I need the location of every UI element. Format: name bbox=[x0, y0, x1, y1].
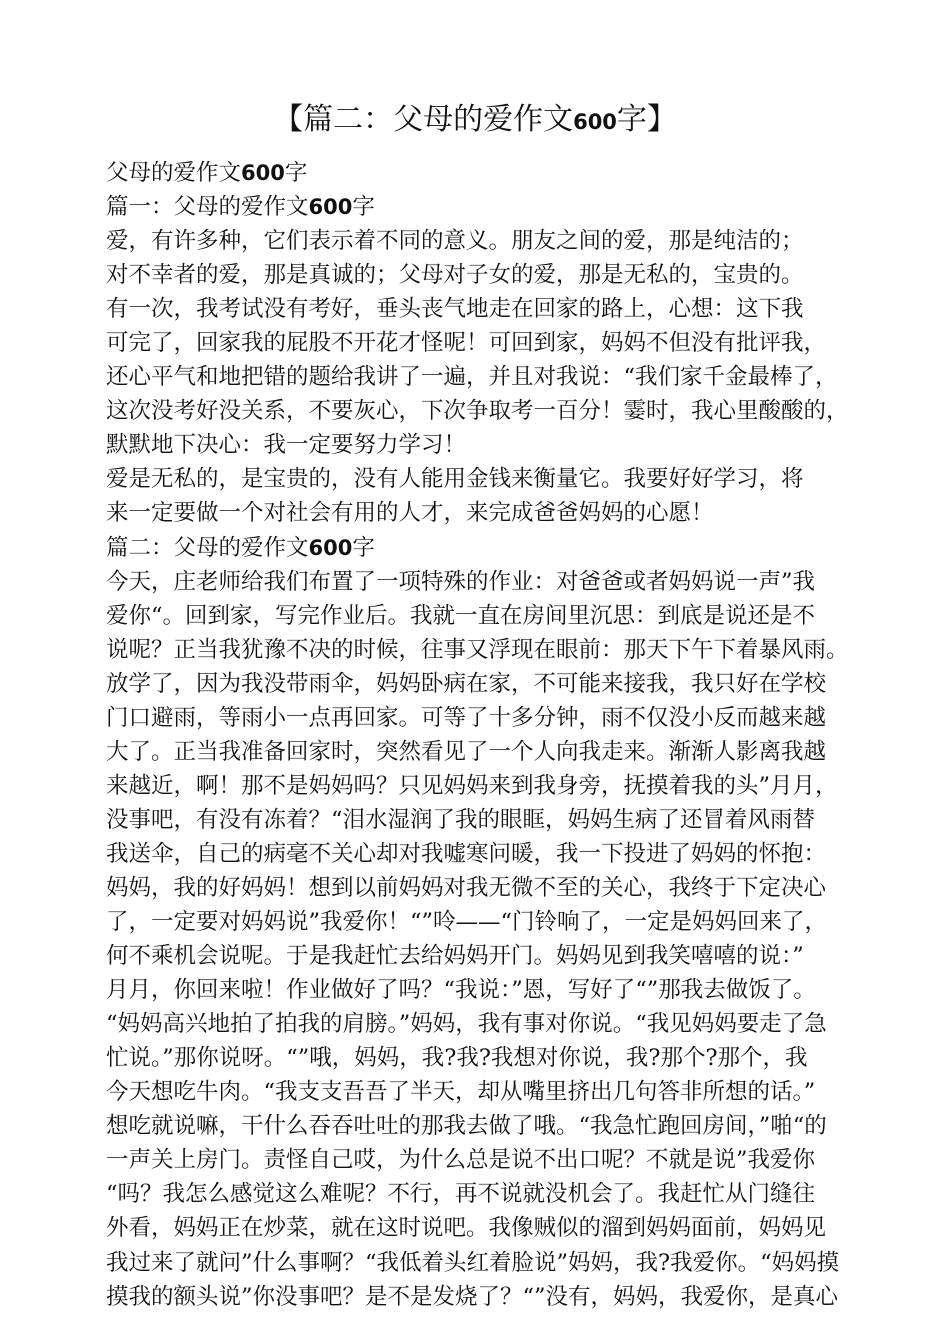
text-line: 月月，你回来啦！作业做好了吗？“我说：”恩，写好了“”那我去做饭了。 bbox=[106, 977, 816, 1004]
document-title: 【篇二：父母的爱作文600字】 bbox=[273, 102, 677, 137]
text-line: 说呢？正当我犹豫不决的时候，往事又浮现在眼前：那天下午下着暴风雨。 bbox=[106, 636, 849, 663]
text-line: 这次没考好没关系，不要灰心，下次争取考一百分！霎时，我心里酸酸的， bbox=[106, 398, 849, 425]
text-line: 今天，庄老师给我们布置了一项特殊的作业：对爸爸或者妈妈说一声”我 bbox=[106, 568, 816, 595]
text-line: “妈妈高兴地拍了拍我的肩膀。”妈妈，我有事对你说。“我见妈妈要走了急 bbox=[106, 1011, 827, 1038]
text-line: 我送伞，自己的病毫不关心却对我嘘寒问暖，我一下投进了妈妈的怀抱： bbox=[106, 840, 827, 867]
text-line: 今天想吃牛肉。“我支支吾吾了半天，却从嘴里挤出几句答非所想的话。” bbox=[106, 1079, 816, 1106]
text-line: 对不幸者的爱，那是真诚的；父母对子女的爱，那是无私的，宝贵的。 bbox=[106, 262, 804, 289]
text-line: 父母的爱作文600字 bbox=[106, 160, 308, 186]
text-line: 一声关上房门。责怪自己哎，为什么总是说不出口呢？不就是说”我爱你 bbox=[106, 1147, 816, 1174]
text-line: 篇二：父母的爱作文600字 bbox=[106, 534, 375, 561]
text-line: 来一定要做一个对社会有用的人才，来完成爸爸妈妈的心愿！ bbox=[106, 500, 714, 527]
text-line: 爱你“。回到家，写完作业后。我就一直在房间里沉思：到底是说还是不 bbox=[106, 602, 816, 629]
text-line: 没事吧，有没有冻着？“泪水湿润了我的眼眶，妈妈生病了还冒着风雨替 bbox=[106, 806, 816, 833]
text-line: “吗？我怎么感觉这么难呢？不行，再不说就没机会了。我赶忙从门缝往 bbox=[106, 1181, 816, 1208]
text-line: 妈妈，我的好妈妈！想到以前妈妈对我无微不至的关心，我终于下定决心 bbox=[106, 874, 827, 901]
document-body bbox=[106, 156, 896, 1314]
text-line: 摸我的额头说”你没事吧？是不是发烧了？“”没有，妈妈，我爱你，是真心 bbox=[106, 1283, 839, 1310]
text-line: 还心平气和地把错的题给我讲了一遍，并且对我说：“我们家千金最棒了， bbox=[106, 364, 838, 391]
text-line: 爱是无私的，是宝贵的，没有人能用金钱来衡量它。我要好好学习，将 bbox=[106, 466, 804, 493]
text-line: 外看，妈妈正在炒菜，就在这时说吧。我像贼似的溜到妈妈面前，妈妈见 bbox=[106, 1215, 827, 1242]
text-line: 大了。正当我准备回家时，突然看见了一个人向我走来。渐渐人影离我越 bbox=[106, 738, 827, 765]
text-line: 想吃就说嘛，干什么吞吞吐吐的那我去做了哦。“我急忙跑回房间，”啪“的 bbox=[106, 1113, 827, 1140]
text-line: 门口避雨，等雨小一点再回家。可等了十多分钟，雨不仅没小反而越来越 bbox=[106, 704, 827, 731]
text-line: 忙说。”那你说呀。“”哦，妈妈，我?我?我想对你说，我?那个?那个，我 bbox=[106, 1045, 808, 1072]
text-line: 默默地下决心：我一定要努力学习！ bbox=[106, 432, 467, 459]
text-line: 爱，有许多种，它们表示着不同的意义。朋友之间的爱，那是纯洁的； bbox=[106, 228, 804, 255]
text-line: 了，一定要对妈妈说”我爱你！“”呤——“门铃响了，一定是妈妈回来了， bbox=[106, 909, 828, 936]
text-line: 篇一：父母的爱作文600字 bbox=[106, 194, 375, 221]
text-line: 有一次，我考试没有考好，垂头丧气地走在回家的路上，心想：这下我 bbox=[106, 296, 804, 323]
text-line: 来越近，啊！那不是妈妈吗？只见妈妈来到我身旁，抚摸着我的头”月月， bbox=[106, 772, 838, 799]
text-line: 何不乘机会说呢。于是我赶忙去给妈妈开门。妈妈见到我笑嘻嘻的说：” bbox=[106, 943, 804, 970]
text-line: 放学了，因为我没带雨伞，妈妈卧病在家，不可能来接我，我只好在学校 bbox=[106, 670, 827, 697]
text-line: 可完了，回家我的屁股不开花才怪呢！可回到家，妈妈不但没有批评我， bbox=[106, 330, 827, 357]
text-line: 我过来了就问”什么事啊？“我低着头红着脸说”妈妈，我?我爱你。“妈妈摸 bbox=[106, 1249, 840, 1276]
